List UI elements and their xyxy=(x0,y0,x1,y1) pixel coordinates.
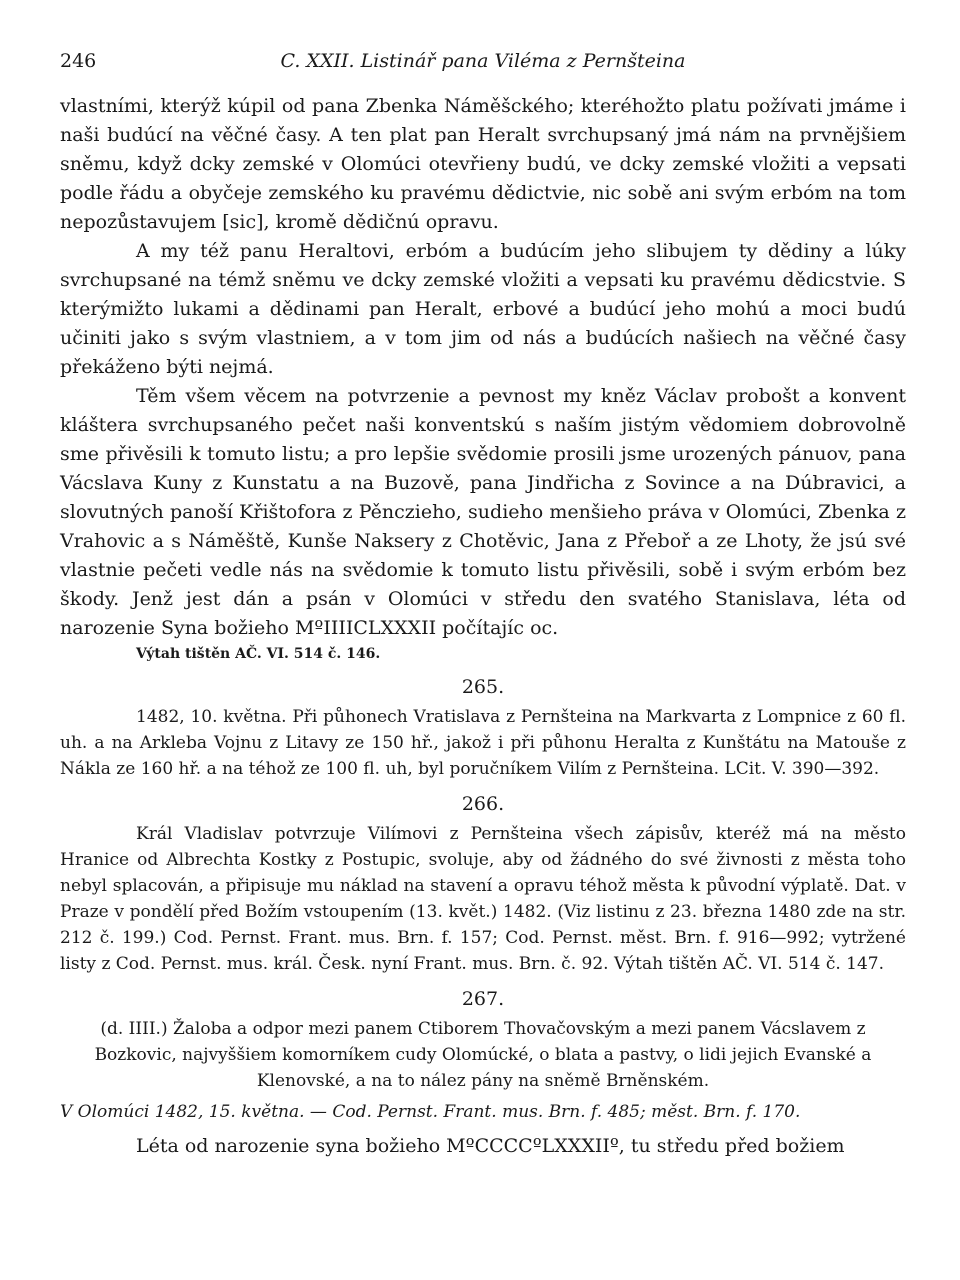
charter-text xyxy=(60,92,906,643)
entry-source-267: V Olomúci 1482, 15. května. — Cod. Pernst. Frant. mus. Brn. f. 485; měst. Brn. f. 170. xyxy=(60,1102,801,1122)
charter-paragraph-2: A my též panu Heraltovi, erbóm a budúcím jeho slibujem ty dědiny a lúky svrchupsané na témž sněmu ve dcky zemské vložiti a vepsati ku pravému dědicstvie. S kterýmižto lukami a dědinami pan Heralt, erbové a budúcí jeho mohú a moci budú učiniti jako s svým vlastniem, a v tom jim od nás a budúcích našiech na věčné časy překáženo býti nejmá. xyxy=(60,240,906,378)
print-note: Výtah tištěn AČ. VI. 514 č. 146. xyxy=(136,646,381,662)
running-title: C. XXII. Listinář pana Viléma z Pernšteina xyxy=(280,50,686,72)
entry-text-267: (d. IIII.) Žaloba a odpor mezi panem Ctiborem Thovačovským a mezi panem Vácslavem z Bozkovic, najvyššiem komorníkem cudy Olomúcké, o blata a pastvy, o lidi jejich Evanské a Klenovské, a na to nález pány na sněmě Brněnském. xyxy=(94,1019,872,1091)
entry-text-265: 1482, 10. května. Při půhonech Vratislava z Pernšteina na Markvarta z Lompnice z 60 fl. uh. a na Arkleba Vojnu z Litavy ze 150 hř., jakož i při půhonu Heralta z Kunštátu na Matouše z Nákla ze 160 hř. a na téhož ze 100 fl. uh, byl poručníkem Vilím z Pernšteina. LCit. V. 390—392. xyxy=(60,707,906,779)
page-number: 246 xyxy=(60,50,97,72)
entry-text-266: Král Vladislav potvrzuje Vilímovi z Pernšteina všech zápisův, kteréž má na město Hranice od Albrechta Kostky z Postupic, svoluje, aby od žádného do své živnosti z města toho nebyl splacován, a připisuje mu náklad na stavení a opravu téhož města k původní výplatě. Dat. v Praze v pondělí před Božím vstoupením (13. květ.) 1482. (Viz listinu z 23. března 1480 zde na str. 212 č. 199.) Cod. Pernst. Frant. mus. Brn. f. 157; Cod. Pernst. měst. Brn. f. 916—992; vytržené listy z Cod. Pernst. mus. král. Česk. nyní Frant. mus. Brn. č. 92. Výtah tištěn AČ. VI. 514 č. 147. xyxy=(60,824,906,974)
entry-opening-267: Léta od narozenie syna božieho MºCCCCºLXXXIIº, tu středu před božiem xyxy=(136,1135,845,1157)
entry-number-266: 266. xyxy=(461,793,505,815)
charter-paragraph-3: Těm všem věcem na potvrzenie a pevnost my kněz Václav probošt a konvent kláštera svrchupsaného pečet naši konventskú s naším jistým vědomiem dobrovolně sme přivěsili k tomuto listu; a pro lepšie svědomie prosili jsme urozených pánuov, pana Vácslava Kuny z Kunstatu a na Buzově, pana Jindřicha z Sovince a na Dúbravici, a slovutných panoší Křištofora z Pěnczieho, sudieho menšieho práva v Olomúci, Zbenka z Vrahovic a s Náměště, Kunše Naksery z Chotěvic, Jana z Přeboř a ze Lhoty, že jsú své vlastnie pečeti vedle nás na svědomie k tomuto listu přivěsili, sobě i svým erbóm bez škody. Jenž jest dán a psán v Olomúci v středu den svatého Stanislava, léta od narozenie Syna božieho MºIIIICLXXXII počítajíc oc. xyxy=(60,385,906,639)
entry-number-267: 267. xyxy=(461,988,505,1010)
document-page xyxy=(60,44,906,1161)
page-header xyxy=(60,44,906,78)
entry-number-265: 265. xyxy=(461,676,505,698)
charter-paragraph-1: vlastními, kterýž kúpil od pana Zbenka Náměšckého; kteréhožto platu požívati jmáme i naši budúcí na věčné časy. A ten plat pan Heralt svrchupsaný jmá nám na prvnějšiem sněmu, když dcky zemské v Olomúci otevřieny budú, ve dcky zemské vložiti a vepsati podle řádu a obyčeje zemského ku pravému dědictvie, nic sobě ani svým erbóm na tom nepozůstavujem [sic], kromě dědičnú opravu. xyxy=(60,95,906,233)
